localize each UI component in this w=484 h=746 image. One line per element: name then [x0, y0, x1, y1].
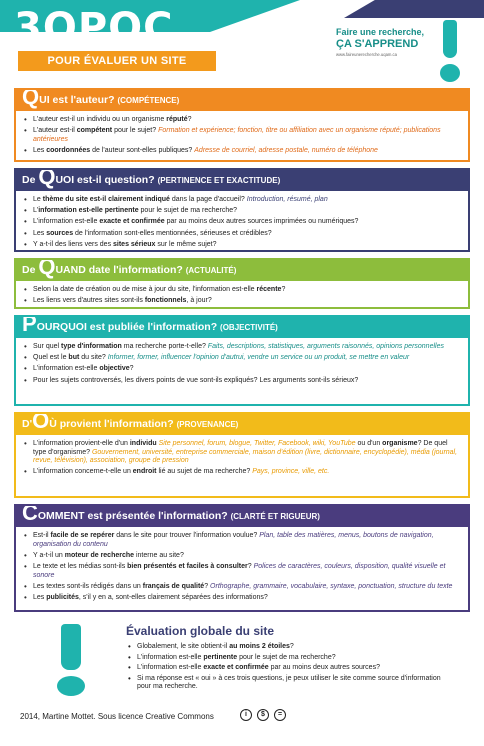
section-how — [14, 504, 470, 612]
header-navy-band — [344, 0, 484, 18]
section-who-header — [16, 90, 468, 111]
side-brand-line1: Faire une recherche, — [336, 27, 425, 37]
criterion-label: (ACTUALITÉ) — [185, 266, 237, 275]
subtitle-banner: POUR ÉVALUER UN SITE INTERNET — [18, 51, 216, 71]
list-item: • L'auteur est-il un individu ou un organisme réputé? — [22, 116, 462, 125]
list-item: • Les coordonnées de l'auteur sont-elles publiques? Adresse de courriel, adresse postale, numéro de téléphone — [22, 147, 462, 156]
criterion-label: (CLARTÉ ET RIGUEUR) — [230, 512, 320, 521]
list-item: • Le thème du site est-il clairement indiqué dans la page d'accueil? Introduction, résumé, plan — [22, 196, 462, 205]
global-evaluation — [126, 624, 456, 694]
section-what-header: De QUOI est-il question? (PERTINENCE ET EXACTITUDE) — [16, 170, 468, 191]
list-item: • L'information provient-elle d'un individu Site personnel, forum, blogue, Twitter, Facebook, wiki, YouTube ou d'un organisme? De quel type d'organisme? Gouvernement, université, entreprise commerciale, maison d'édition (livre, dictionnaire, encyclopédie), média (journal, revue, télévision), association, groupe de pression — [22, 440, 462, 466]
section-what-list — [16, 191, 468, 249]
criterion-label: (OBJECTIVITÉ) — [220, 323, 278, 332]
section-title: UAND date l'information? — [55, 264, 183, 276]
by-icon: i — [240, 709, 252, 721]
list-item: • L'information est-elle exacte et confirmée par au moins deux autres sources imprimées ou numériques? — [22, 218, 462, 227]
exclamation-icon-large — [56, 624, 86, 696]
list-item: • Si ma réponse est « oui » à ces trois questions, je peux utiliser le site comme source d'information pour ma recherche. — [126, 675, 456, 692]
list-item: • L'information concerne-t-elle un endroit lié au sujet de ma recherche? Pays, province, ville, etc. — [22, 468, 462, 477]
list-item: • Quel est le but du site? Informer, former, influencer l'opinion d'autrui, vendre un service ou un produit, se mettre en valeur — [22, 354, 462, 363]
list-item: • L'information est-elle exacte et confirmée par au moins deux autres sources? — [126, 664, 456, 672]
section-where-list — [16, 435, 468, 477]
initial-letter: C — [22, 506, 38, 525]
list-item: • Est-il facile de se repérer dans le site pour trouver l'information voulue? Plan, table des matières, menus, boutons de navigation, organisation du contenu — [22, 532, 462, 549]
global-evaluation-title: Évaluation globale du site — [126, 624, 275, 638]
initial-letter: Q — [38, 260, 56, 279]
initial-letter: P — [22, 317, 37, 336]
initial-letter: Q — [22, 90, 40, 109]
list-item: • Sur quel type d'information ma recherche porte-t-elle? Faits, descriptions, statistiques, arguments raisonnés, opinions personnelles — [22, 343, 462, 352]
section-title: UOI est-il question? — [55, 174, 155, 186]
list-item: • Les sources de l'information sont-elles mentionnées, sérieuses et crédibles? — [22, 230, 462, 239]
section-why — [14, 315, 470, 406]
section-when-header: De QUAND date l'information? (ACTUALITÉ) — [16, 260, 468, 281]
side-brand — [336, 28, 426, 57]
list-item: • Selon la date de création ou de mise à jour du site, l'information est-elle récente? — [22, 286, 462, 295]
section-what — [14, 168, 470, 252]
list-item: • Pour les sujets controversés, les divers points de vue sont-ils expliqués? Les arguments sont-ils sérieux? — [22, 377, 462, 386]
global-evaluation-list — [126, 643, 456, 692]
criterion-label: (PERTINENCE ET EXACTITUDE) — [157, 176, 281, 185]
initial-letter: O — [32, 414, 50, 433]
list-item: • L'auteur est-il compétent pour le sujet? Formation et expérience; fonction, titre ou affiliation avec un organisme réputé; publications antérieures — [22, 127, 462, 144]
list-item: • Y a-t-il des liens vers des sites sérieux sur le même sujet? — [22, 241, 462, 250]
list-item: • Y a-t-il un moteur de recherche interne au site? — [22, 552, 462, 561]
side-brand-url: www.faireunerecherche.uqam.ca — [336, 51, 397, 57]
section-title: OURQUOI est publiée l'information? — [36, 321, 218, 333]
list-item: • L'information est-elle pertinente pour le sujet de ma recherche? — [126, 654, 456, 662]
header — [0, 0, 484, 86]
side-brand-line2: ÇA S'APPREND — [336, 37, 419, 50]
section-why-list — [16, 338, 468, 385]
list-item: • L'information est-elle objective? — [22, 365, 462, 374]
section-title: OMMENT est présentée l'information? — [37, 510, 228, 522]
list-item: • Les liens vers d'autres sites sont-ils fonctionnels, à jour? — [22, 297, 462, 306]
section-how-header — [16, 506, 468, 527]
logo: 3QPOC — [14, 5, 174, 51]
list-item: • Globalement, le site obtient-il au moins 2 étoiles? — [126, 643, 456, 651]
section-when-list — [16, 281, 468, 306]
section-when — [14, 258, 470, 309]
section-who-list — [16, 111, 468, 156]
criterion-label: (COMPÉTENCE) — [117, 96, 180, 105]
nd-icon: = — [274, 709, 286, 721]
list-item: • L'information est-elle pertinente pour le sujet de ma recherche? — [22, 207, 462, 216]
section-how-list — [16, 527, 468, 603]
initial-letter: Q — [38, 170, 56, 189]
list-item: • Les publicités, s'il y en a, sont-elles clairement séparées des informations? — [22, 594, 462, 603]
nc-icon: $ — [257, 709, 269, 721]
list-item: • Les textes sont-ils rédigés dans un français de qualité? Orthographe, grammaire, vocabulaire, syntaxe, ponctuation, structure du texte — [22, 583, 462, 592]
section-title: UI est l'auteur? — [39, 94, 115, 106]
section-why-header — [16, 317, 468, 338]
section-who — [14, 88, 470, 162]
criterion-label: (PROVENANCE) — [176, 420, 239, 429]
section-title: Ù provient l'information? — [49, 418, 174, 430]
list-item: • Le texte et les médias sont-ils bien présentés et faciles à consulter? Polices de caractères, couleurs, disposition, qualité visuelle et sonore — [22, 563, 462, 580]
exclamation-icon — [440, 20, 460, 82]
footer-credit: 2014, Martine Mottet. Sous licence Creative Commons — [20, 712, 214, 721]
section-where — [14, 412, 470, 498]
section-where-header: D'OÙ provient l'information? (PROVENANCE) — [16, 414, 468, 435]
